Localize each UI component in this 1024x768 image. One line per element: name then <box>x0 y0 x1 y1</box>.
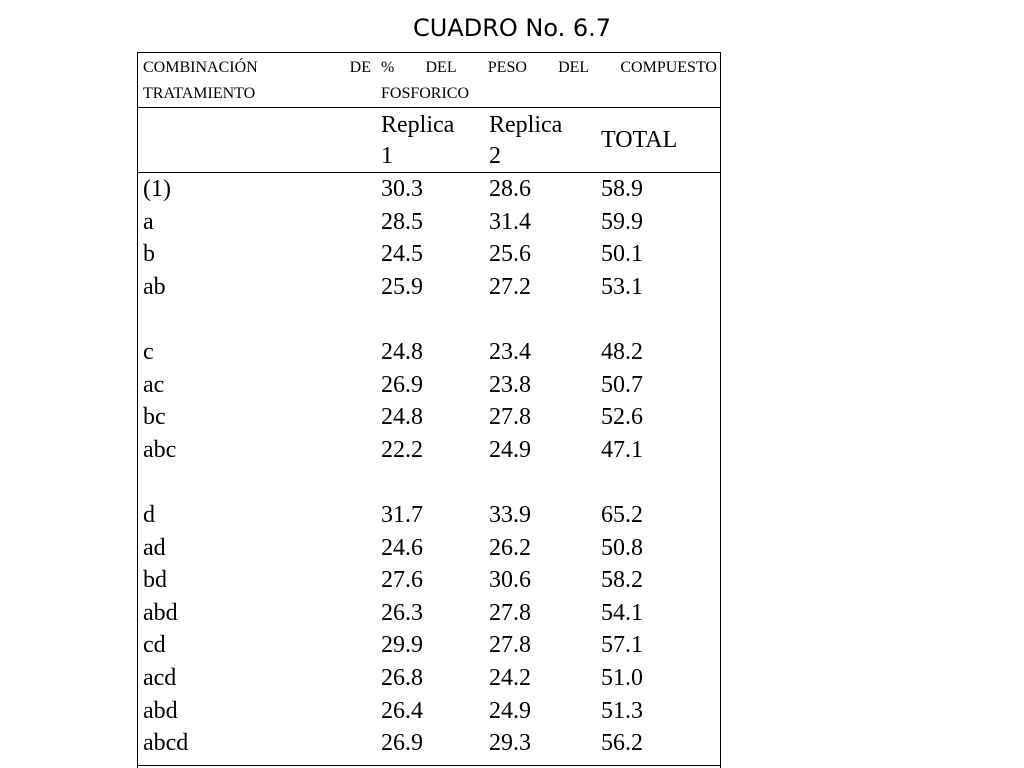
data-table <box>137 52 721 768</box>
cell-total: 51.0 <box>601 664 643 691</box>
cell-replica-1: 26.9 <box>381 730 423 757</box>
cell-replica-2: 33.9 <box>489 501 531 528</box>
header-percent-word: DEL <box>558 59 590 76</box>
cell-replica-2: 24.9 <box>489 436 531 463</box>
header-total: TOTAL <box>601 127 678 153</box>
header-replica-2-number: 2 <box>489 143 501 169</box>
header-row-columns <box>138 108 720 173</box>
cell-total: 52.6 <box>601 404 643 431</box>
header-row-descriptions <box>138 53 720 108</box>
cell-replica-1: 30.3 <box>381 176 423 202</box>
header-fosforico-word: FOSFORICO <box>381 85 470 102</box>
cell-replica-1: 29.9 <box>381 632 423 659</box>
header-treatment-word: TRATAMIENTO <box>143 85 256 102</box>
table-row <box>138 597 720 630</box>
cell-combination: ac <box>143 371 165 398</box>
cell-replica-1: 31.7 <box>381 501 423 528</box>
header-replica-1-label: Replica <box>381 112 455 138</box>
header-de-word: DE <box>349 59 371 76</box>
table-row <box>138 206 720 239</box>
header-replica-1 <box>381 110 481 172</box>
table-row <box>138 629 720 662</box>
cell-combination: ab <box>143 273 166 300</box>
cell-replica-1: 26.4 <box>381 697 423 724</box>
table-row <box>138 336 720 369</box>
cell-replica-1: 24.5 <box>381 241 423 268</box>
cell-total: 51.3 <box>601 697 643 724</box>
cell-replica-2: 23.4 <box>489 338 531 365</box>
table-bottom-rule <box>138 765 720 766</box>
group-spacer <box>138 303 720 336</box>
table-row <box>138 727 720 760</box>
cell-total: 65.2 <box>601 501 643 528</box>
table-row <box>138 369 720 402</box>
cell-combination: bc <box>143 404 166 431</box>
header-combination-line1 <box>143 55 371 81</box>
cell-total: 50.1 <box>601 241 643 268</box>
cell-combination: bd <box>143 567 167 594</box>
cell-total: 53.1 <box>601 273 643 300</box>
table-row <box>138 173 720 206</box>
header-percent-word: DEL <box>425 59 457 76</box>
table-row <box>138 662 720 695</box>
cell-total: 47.1 <box>601 436 643 463</box>
cell-replica-1: 26.9 <box>381 371 423 398</box>
header-percent-word: COMPUESTO <box>620 59 717 76</box>
header-combination-word: COMBINACIÓN <box>143 59 258 76</box>
header-replica-1-number: 1 <box>381 143 393 169</box>
table-row <box>138 499 720 532</box>
cell-replica-2: 29.3 <box>489 730 531 757</box>
cell-combination: acd <box>143 664 177 691</box>
cell-combination: abcd <box>143 730 189 757</box>
cell-total: 50.7 <box>601 371 643 398</box>
cell-replica-1: 24.8 <box>381 338 423 365</box>
cell-total: 57.1 <box>601 632 643 659</box>
cell-total: 58.9 <box>601 176 643 202</box>
cell-replica-2: 24.9 <box>489 697 531 724</box>
cell-replica-2: 24.2 <box>489 664 531 691</box>
cell-combination: cd <box>143 632 166 659</box>
cell-replica-2: 27.8 <box>489 599 531 626</box>
table-row <box>138 532 720 565</box>
cell-replica-2: 27.2 <box>489 273 531 300</box>
cell-replica-1: 24.6 <box>381 534 423 561</box>
header-percent-word: % <box>381 59 395 76</box>
cell-replica-2: 31.4 <box>489 208 531 235</box>
cell-replica-1: 26.3 <box>381 599 423 626</box>
cell-total: 50.8 <box>601 534 643 561</box>
table-row <box>138 271 720 304</box>
cell-replica-2: 28.6 <box>489 176 531 202</box>
cell-total: 56.2 <box>601 730 643 757</box>
cell-replica-1: 24.8 <box>381 404 423 431</box>
cell-combination: c <box>143 338 154 365</box>
cell-replica-2: 27.8 <box>489 404 531 431</box>
cell-combination: abd <box>143 697 178 724</box>
cell-combination: a <box>143 208 154 235</box>
header-percent-line1 <box>381 55 717 81</box>
header-percent-word: PESO <box>487 59 527 76</box>
group-spacer <box>138 466 720 499</box>
cell-replica-2: 27.8 <box>489 632 531 659</box>
cell-combination: (1) <box>143 176 171 202</box>
cell-replica-1: 28.5 <box>381 208 423 235</box>
cell-combination: abd <box>143 599 178 626</box>
table-row <box>138 564 720 597</box>
cell-replica-1: 26.8 <box>381 664 423 691</box>
header-replica-2 <box>489 110 589 172</box>
cell-replica-1: 25.9 <box>381 273 423 300</box>
table-title: CUADRO No. 6.7 <box>412 14 612 42</box>
cell-replica-1: 22.2 <box>381 436 423 463</box>
cell-replica-2: 30.6 <box>489 567 531 594</box>
cell-combination: d <box>143 501 155 528</box>
header-combination-cell <box>143 55 371 107</box>
table-row <box>138 695 720 728</box>
cell-combination: abc <box>143 436 177 463</box>
cell-combination: b <box>143 241 155 268</box>
table-row <box>138 401 720 434</box>
header-percent-cell <box>381 55 717 107</box>
cell-total: 58.2 <box>601 567 643 594</box>
table-body <box>138 173 720 760</box>
cell-replica-2: 25.6 <box>489 241 531 268</box>
header-replica-2-label: Replica <box>489 112 563 138</box>
cell-replica-2: 26.2 <box>489 534 531 561</box>
cell-combination: ad <box>143 534 166 561</box>
cell-total: 48.2 <box>601 338 643 365</box>
table-row <box>138 434 720 467</box>
cell-total: 59.9 <box>601 208 643 235</box>
table-row <box>138 238 720 271</box>
cell-total: 54.1 <box>601 599 643 626</box>
cell-replica-1: 27.6 <box>381 567 423 594</box>
cell-replica-2: 23.8 <box>489 371 531 398</box>
